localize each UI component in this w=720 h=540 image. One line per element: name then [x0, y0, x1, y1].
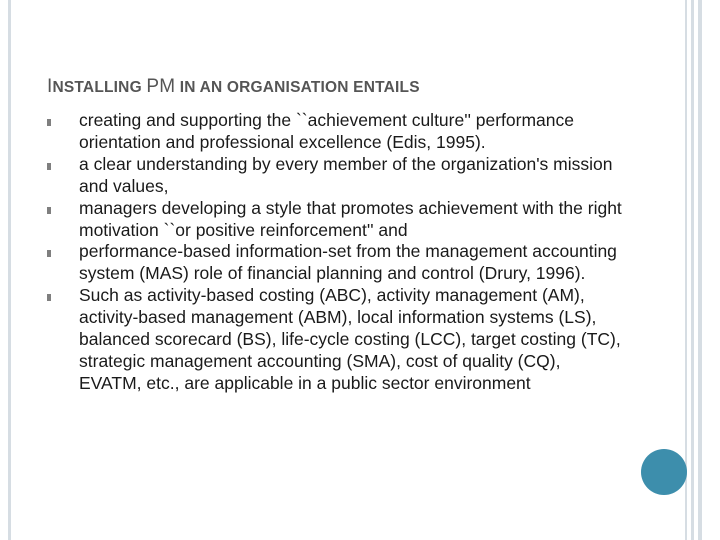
right-frame-line — [698, 0, 702, 540]
right-frame-line — [691, 0, 694, 540]
circle-decoration-icon — [641, 449, 687, 495]
square-bullet-icon — [47, 250, 51, 257]
square-bullet-icon — [47, 207, 51, 214]
bullet-item — [47, 285, 627, 395]
bullet-item — [47, 241, 627, 285]
square-bullet-icon — [47, 163, 51, 170]
slide-title — [47, 76, 420, 98]
bullet-list — [47, 110, 627, 395]
bullet-item — [47, 198, 627, 242]
bullet-text: performance-based information-set from the management accounting system (MAS) role of financial planning and control (Drury, 1996). — [79, 241, 617, 284]
bullet-text: a clear understanding by every member of the organization's mission and values, — [79, 153, 613, 196]
right-frame-line — [685, 0, 687, 540]
bullet-text: managers developing a style that promotes achievement with the right motivation ``or positive reinforcement'' and — [79, 197, 622, 240]
title-part: I — [47, 76, 53, 97]
square-bullet-icon — [47, 294, 51, 301]
bullet-text: Such as activity-based costing (ABC), activity management (AM), activity-based management (ABM), local information systems (LS), balanced scorecard (BS), life-cycle costing (LCC), target costing (TC), strategic management accounting (SMA), cost of quality (CQ), EVATM, etc., are applicable in a public sector environment — [79, 285, 621, 393]
bullet-item — [47, 110, 627, 154]
title-part: PM — [146, 76, 176, 97]
bullet-item — [47, 154, 627, 198]
square-bullet-icon — [47, 119, 51, 126]
title-part: IN AN ORGANISATION ENTAILS — [175, 79, 420, 96]
left-frame-line — [8, 0, 11, 540]
bullet-text: creating and supporting the ``achievement culture'' performance orientation and professional excellence (Edis, 1995). — [79, 110, 575, 152]
title-part: NSTALLING — [52, 79, 147, 96]
